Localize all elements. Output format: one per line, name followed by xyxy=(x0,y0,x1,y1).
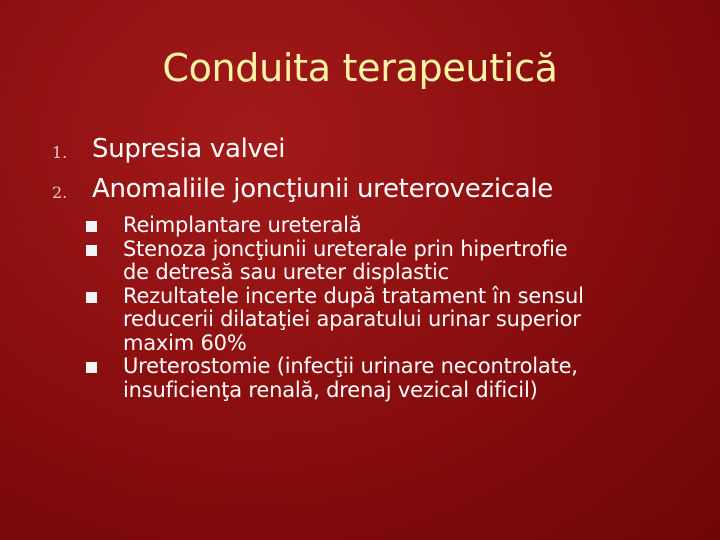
bullet-text-line: maxim 60% xyxy=(123,330,247,355)
square-bullet-icon xyxy=(86,245,97,256)
list-number: 1. xyxy=(52,143,68,162)
list-number: 2. xyxy=(52,183,68,202)
list-item-text: Supresia valvei xyxy=(92,134,286,164)
square-bullet-icon xyxy=(86,221,97,232)
numbered-list xyxy=(52,130,692,210)
numbered-list-item xyxy=(52,130,692,170)
square-bullet-icon xyxy=(86,292,97,303)
bullet-text-line: Stenoza joncţiunii ureterale prin hipertrofie xyxy=(123,236,568,261)
bullet-text-line: insuficienţa renală, drenaj vezical dificil) xyxy=(123,377,538,402)
slide-title: Conduita terapeutică xyxy=(162,46,558,90)
bullet-text-line: de detresă sau ureter displastic xyxy=(123,260,449,284)
numbered-list-item xyxy=(52,170,692,210)
bullet-text-line: Reimplantare ureterală xyxy=(123,213,362,237)
bullet-list xyxy=(86,214,686,402)
bullet-list-item xyxy=(86,285,686,356)
bullet-text-line: reducerii dilataţiei aparatului urinar superior xyxy=(123,307,581,331)
bullet-text-line: Ureterostomie (infecţii urinare necontrolate, xyxy=(123,354,578,378)
bullet-list-item xyxy=(86,238,686,285)
list-item-text: Anomaliile joncţiunii ureterovezicale xyxy=(92,174,553,204)
bullet-text-line: Rezultatele incerte după tratament în sensul xyxy=(123,283,584,308)
bullet-list-item xyxy=(86,214,686,238)
bullet-list-item xyxy=(86,355,686,402)
square-bullet-icon xyxy=(86,362,97,373)
